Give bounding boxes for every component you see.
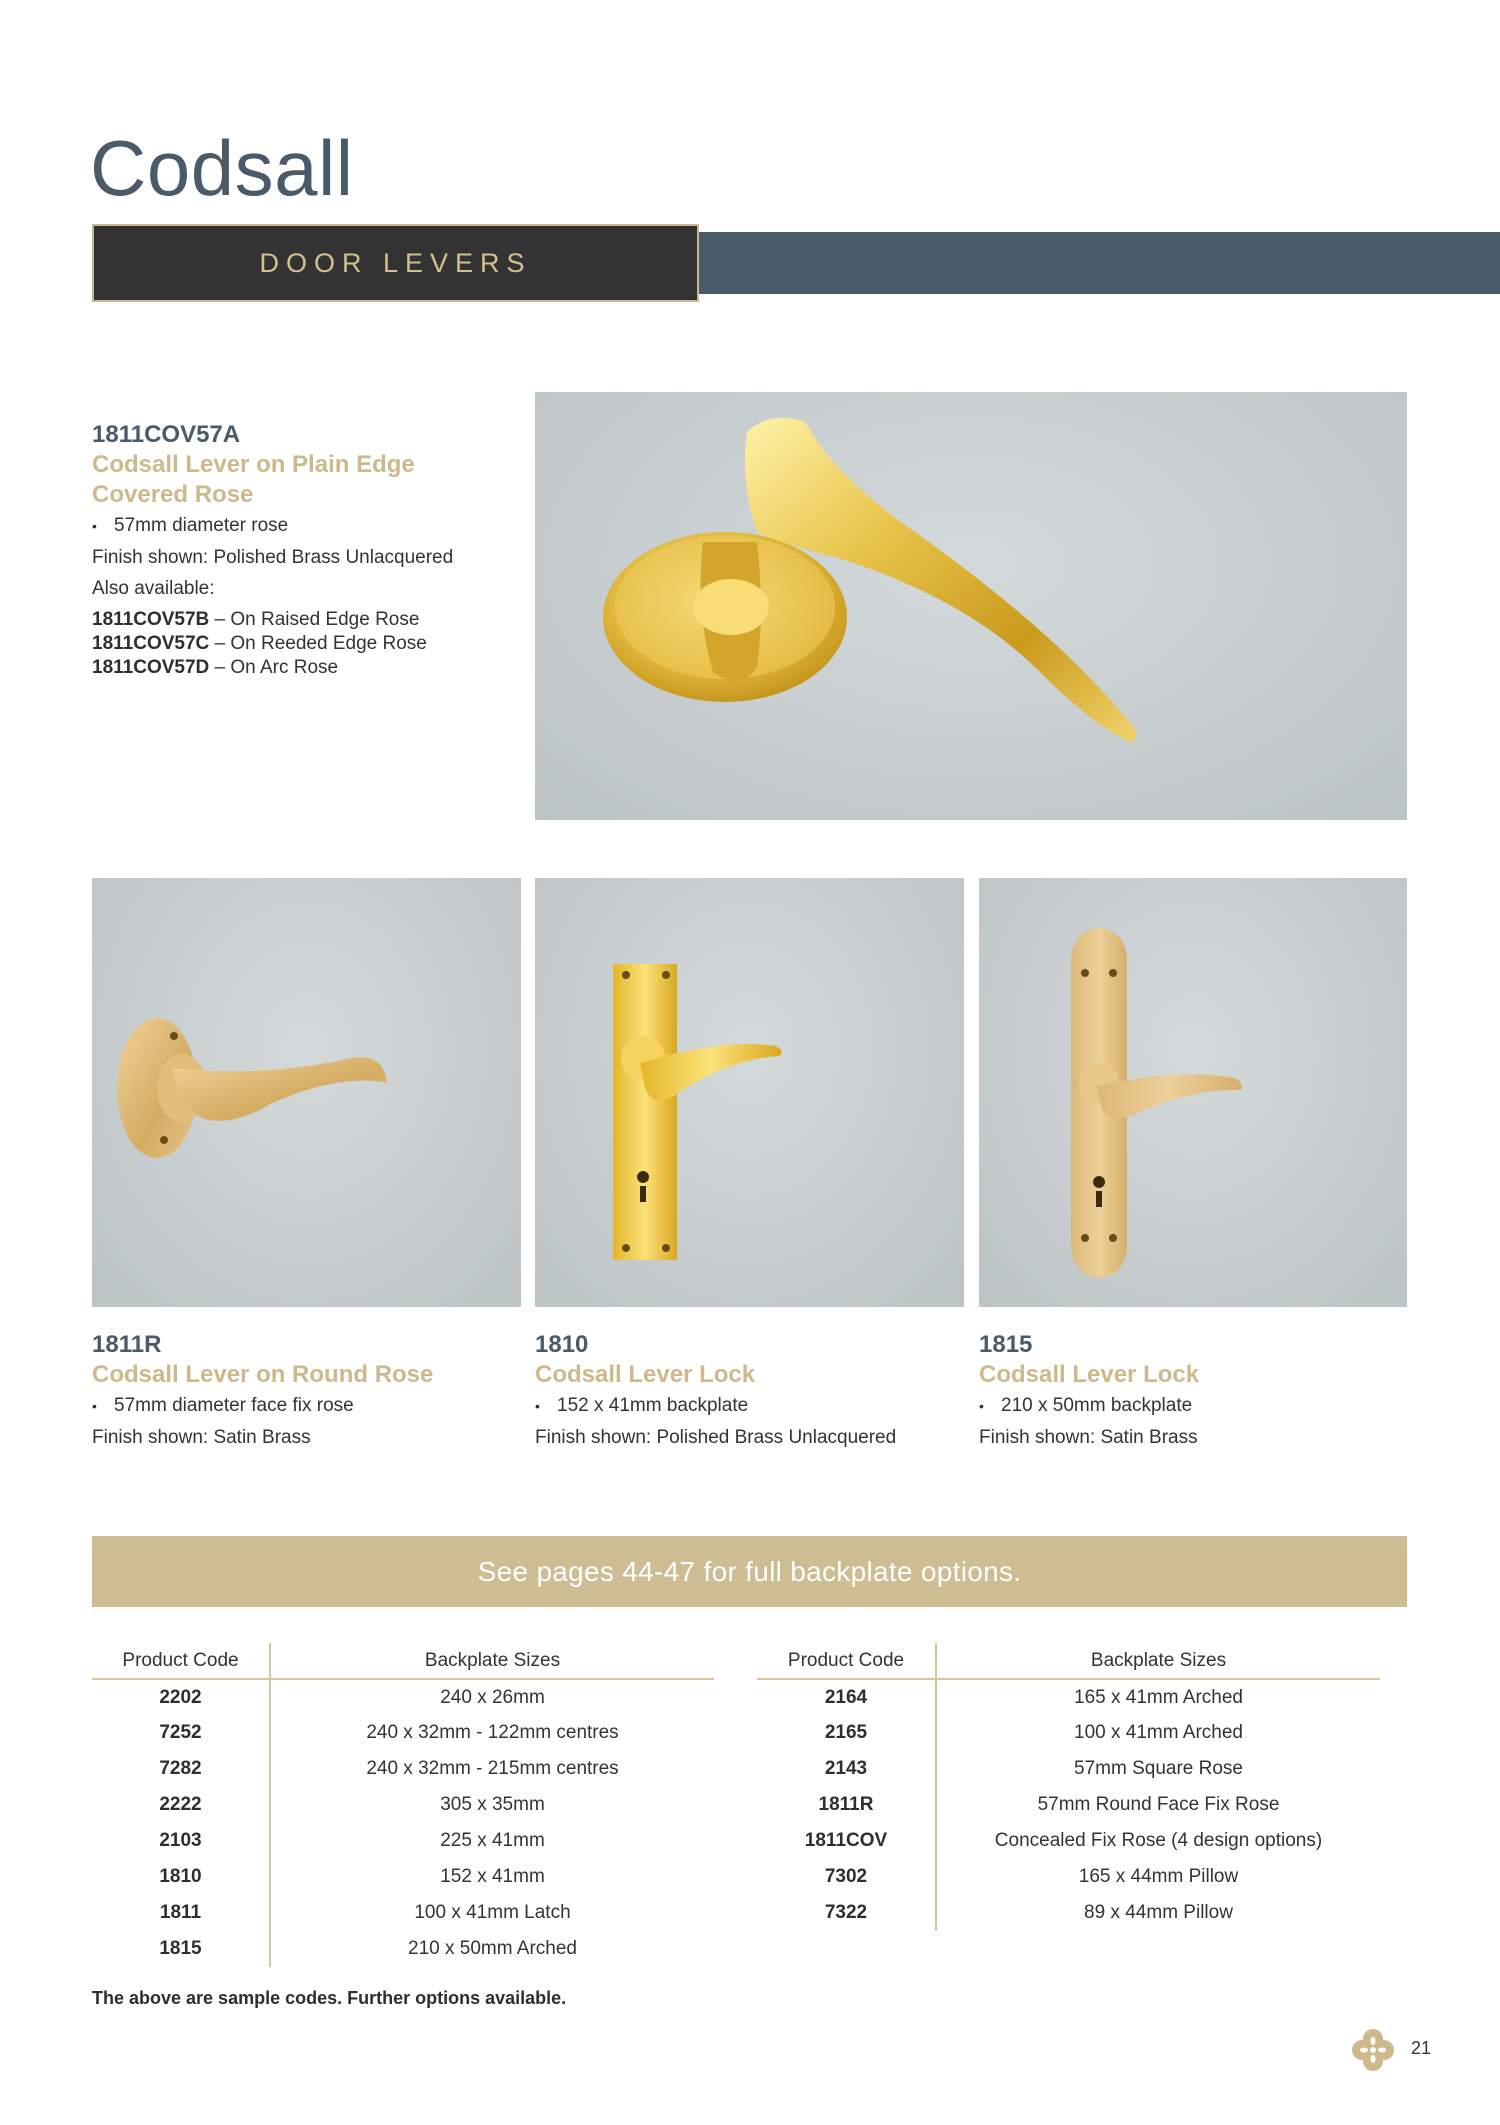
product-image-1810 bbox=[535, 878, 964, 1307]
bullet-icon: • bbox=[535, 1398, 540, 1414]
table-row: 2103 225 x 41mm bbox=[92, 1823, 714, 1859]
product-code: 1810 bbox=[535, 1331, 589, 1358]
table-row: 7302 165 x 44mm Pillow bbox=[757, 1859, 1380, 1895]
finish-shown: Finish shown: Satin Brass bbox=[979, 1427, 1198, 1448]
bullet-icon: • bbox=[92, 1398, 97, 1414]
column-header-product-code: Product Code bbox=[757, 1643, 936, 1679]
product-name: Codsall Lever Lock bbox=[979, 1361, 1200, 1388]
table-row: 1815 210 x 50mm Arched bbox=[92, 1931, 714, 1967]
bullet-icon: • bbox=[92, 518, 97, 534]
spec-bullet: • 152 x 41mm backplate bbox=[535, 1390, 965, 1422]
table-row: 7322 89 x 44mm Pillow bbox=[757, 1895, 1380, 1931]
quatrefoil-logo-icon bbox=[1352, 2028, 1394, 2072]
arched-backplate-lever-illustration bbox=[979, 878, 1407, 1307]
round-rose-lever-illustration bbox=[92, 878, 521, 1307]
featured-product-image bbox=[535, 392, 1407, 820]
section-label: DOOR LEVERS bbox=[259, 247, 532, 278]
table-row: 1811R 57mm Round Face Fix Rose bbox=[757, 1787, 1380, 1823]
page-title: Codsall bbox=[90, 124, 354, 212]
backplate-options-banner bbox=[92, 1536, 1407, 1607]
sample-codes-note: The above are sample codes. Further options available. bbox=[92, 1988, 567, 2008]
column-header-backplate-sizes: Backplate Sizes bbox=[936, 1643, 1380, 1679]
section-header-box bbox=[92, 224, 699, 302]
product-name-line-1: Codsall Lever on Plain Edge bbox=[92, 451, 415, 478]
also-available-label: Also available: bbox=[92, 578, 215, 599]
featured-product-info bbox=[92, 420, 522, 680]
lever-lock-backplate-illustration bbox=[535, 878, 964, 1307]
product-name-line-2: Covered Rose bbox=[92, 481, 254, 508]
banner-text: See pages 44-47 for full backplate options. bbox=[477, 1555, 1022, 1587]
bullet-icon: • bbox=[979, 1398, 984, 1414]
table-row: 1810 152 x 41mm bbox=[92, 1859, 714, 1895]
product-code: 1815 bbox=[979, 1331, 1033, 1358]
finish-shown: Finish shown: Polished Brass Unlacquered bbox=[535, 1427, 897, 1448]
spec-bullet: • 57mm diameter rose bbox=[92, 510, 522, 542]
table-row: 2164 165 x 41mm Arched bbox=[757, 1679, 1380, 1715]
product-card-1811r bbox=[92, 1330, 522, 1453]
spec-bullet: • 210 x 50mm backplate bbox=[979, 1390, 1409, 1422]
page-number: 21 bbox=[1411, 2038, 1432, 2058]
alternative-option: 1811COV57D – On Arc Rose bbox=[92, 657, 339, 678]
column-header-product-code: Product Code bbox=[92, 1643, 270, 1679]
product-name: Codsall Lever Lock bbox=[535, 1361, 756, 1388]
table-row: 1811COV Concealed Fix Rose (4 design options) bbox=[757, 1823, 1380, 1859]
product-image-1811r bbox=[92, 878, 521, 1307]
table-row: 7282 240 x 32mm - 215mm centres bbox=[92, 1751, 714, 1787]
product-name: Codsall Lever on Round Rose bbox=[92, 1361, 434, 1388]
alternative-option: 1811COV57B – On Raised Edge Rose bbox=[92, 609, 420, 630]
table-row: 2222 305 x 35mm bbox=[92, 1787, 714, 1823]
product-code: 1811COV57A bbox=[92, 421, 241, 448]
table-row: 2202 240 x 26mm bbox=[92, 1679, 714, 1715]
table-header-row bbox=[757, 1643, 1380, 1679]
product-code: 1811R bbox=[92, 1331, 162, 1358]
product-card-1815 bbox=[979, 1330, 1409, 1453]
product-image-1815 bbox=[979, 878, 1407, 1307]
product-card-1810 bbox=[535, 1330, 965, 1453]
table-row: 2165 100 x 41mm Arched bbox=[757, 1715, 1380, 1751]
table-row: 1811 100 x 41mm Latch bbox=[92, 1895, 714, 1931]
table-header-row bbox=[92, 1643, 714, 1679]
table-row: 2143 57mm Square Rose bbox=[757, 1751, 1380, 1787]
backplate-table-left bbox=[92, 1643, 714, 1967]
alternative-option: 1811COV57C – On Reeded Edge Rose bbox=[92, 633, 427, 654]
finish-shown: Finish shown: Satin Brass bbox=[92, 1427, 311, 1448]
header-accent-bar bbox=[699, 232, 1500, 294]
table-row: 7252 240 x 32mm - 122mm centres bbox=[92, 1715, 714, 1751]
column-header-backplate-sizes: Backplate Sizes bbox=[270, 1643, 714, 1679]
finish-shown: Finish shown: Polished Brass Unlacquered bbox=[92, 547, 454, 568]
backplate-table-right bbox=[757, 1643, 1380, 1931]
spec-bullet: • 57mm diameter face fix rose bbox=[92, 1390, 522, 1422]
lever-handle-illustration bbox=[535, 392, 1407, 820]
